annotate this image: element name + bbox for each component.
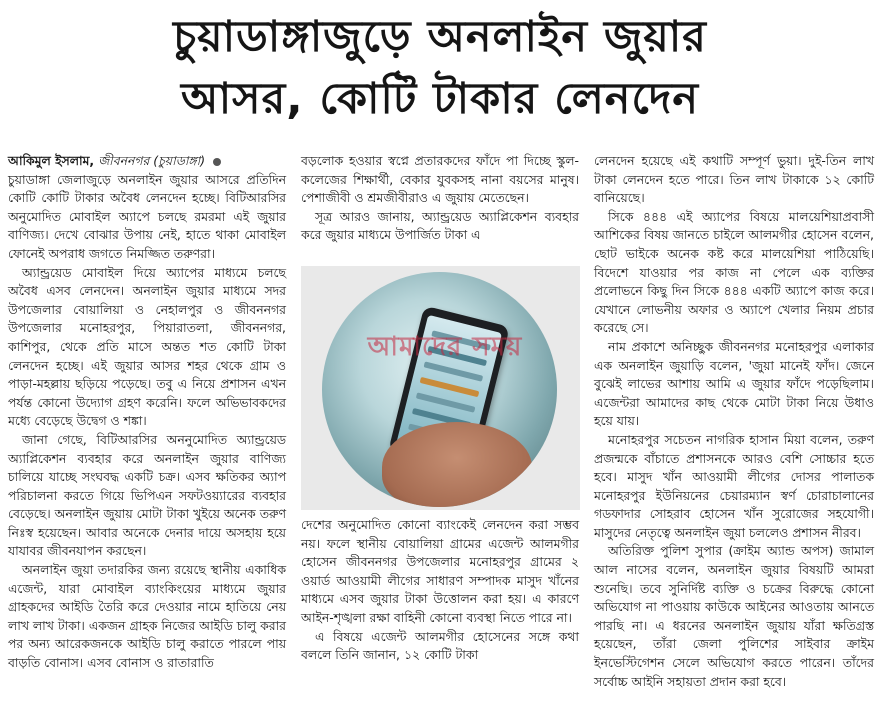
headline [0,6,880,130]
article-column-2-bottom [301,516,579,665]
article-column-1 [8,152,286,673]
col1-paragraph-3: জানা গেছে, বিটিআরসির অননুমোদিত অ্যান্ড্রয়েড অ্যাপ্লিকেশন ব্যবহার করে অনলাইন জুয়ার বাণিজ্য চালিয়ে যাচ্ছে সংঘবদ্ধ একটি চক্র। এসব ক্ষতিকর অ্যাপ পরিচালনা করতে গিয়ে ভিপিএন সফটওয়্যারের ব্যবহার বেড়েছে। অনলাইন জুয়ায় মোটা টাকা খুইয়ে অনেক তরুণ নিঃস্ব হয়েছেন। আবার অনেকে দেনার দায়ে অসহায় হয়ে যাযাবর জীবনযাপন করছেন। [8,431,286,559]
col3-paragraph-5: অতিরিক্ত পুলিশ সুপার (ক্রাইম অ্যান্ড অপস) জামাল আল নাসের বলেন, অনলাইন জুয়ার বিষয়টি আমরা শুনেছি। তবে সুনির্দিষ্ট ব্যক্তি ও চক্রের বিরুদ্ধে কোনো অভিযোগ না পাওয়ায় কাউকে আইনের আওতায় আনতে পারছি না। এ ধরনের অনলাইন জুয়ায় যাঁরা ক্ষতিগ্রস্ত হয়েছেন, তাঁরা জেলা পুলিশের সাইবার ক্রাইম ইনভেস্টিগেশন সেলে অভিযোগ করতে পারেন। তাঁদের সর্বোচ্চ আইনি সহায়তা প্রদান করা হবে। [594,543,874,689]
col3-paragraph-3: নাম প্রকাশে অনিচ্ছুক জীবননগর মনোহরপুর এলাকার এক অনলাইন জুয়াড়ি বলেন, 'জুয়া মানেই ফাঁদ। জেনে বুঝেই লাভের আশায় আমি এ জুয়ার ফাঁদে পড়েছিলাম। এজেন্টরা আমাদের কাছ থেকে মোটা টাকা নিয়ে উধাও হয়ে যায়। [594,338,874,429]
hand-image [382,422,532,507]
col2-paragraph-4: এ বিষয়ে এজেন্ট আলমগীর হোসেনের সঙ্গে কথা বললে তিনি জানান, ১২ কোটি টাকা [301,628,579,663]
photo-circle-frame [322,272,557,507]
byline-place: জীবননগর (চুয়াডাঙ্গা) [98,153,206,168]
col3-paragraph-1: লেনদেন হয়েছে এই কথাটি সম্পূর্ণ ভুয়া। দুই-তিন লাখ টাকা লেনদেন হতে পারে। তিন লাখ টাকাকে ১২ কোটি বানিয়েছে। [594,153,874,206]
col2-paragraph-1: বড়লোক হওয়ার স্বপ্নে প্রতারকদের ফাঁদে পা দিচ্ছে স্কুল-কলেজের শিক্ষার্থী, বেকার যুবকসহ নানা বয়সের মানুষ। পেশাজীবী ও শ্রমজীবীরাও এ জুয়ায় মেতেছেন। [301,153,579,206]
headline-line-1: চুয়াডাঙ্গাজুড়ে অনলাইন জুয়ার [173,12,707,62]
headline-line-2: আসর, কোটি টাকার লেনদেন [181,74,699,124]
article-photo [301,266,580,510]
col1-paragraph-2: অ্যান্ড্রয়েড মোবাইল দিয়ে অ্যাপের মাধ্যমে চলছে অবৈধ এসব লেনদেন। অনলাইন জুয়ার মাধ্যমে সদর উপজেলার বোয়ালিয়া ও নেহালপুর ও জীবননগর উপজেলার মনোহরপুর, পিয়ারাতলা, জীবননগর, কাশিপুর, থেকে প্রতি মাসে অন্তত শত কোটি টাকা লেনদেন হচ্ছে। এই জুয়ার আসর শহর থেকে গ্রাম ও পাড়া-মহল্লায় ছড়িয়ে পড়েছে। তবু এ নিয়ে প্রশাসন এখন পর্যন্ত কোনো উদ্যোগ গ্রহণ করেনি। ফলে অভিভাবকদের মধ্যে বেড়েছে উদ্বেগ ও শঙ্কা। [8,264,286,429]
col3-paragraph-4: মনোহরপুর সচেতন নাগরিক হাসান মিয়া বলেন, তরুণ প্রজন্মকে বাঁচাতে প্রশাসনকে আরও বেশি সোচ্চার হতে হবে। মাসুদ খাঁন আওয়ামী লীগের দোসর পালাতক মনোহরপুর ইউনিয়নের চেয়ারম্যান স্বর্ণ চোরাচালানের গডফাদার সোহরাব হোসেন খাঁন সুরোজের সহযোগী। মাসুদের নেতৃত্বে অনলাইন জুয়া চললেও প্রশাসন নীরব। [594,431,874,540]
article-column-2-top [301,152,579,245]
article-column-3 [594,152,874,691]
bullet-icon [213,158,221,166]
newspaper-watermark: আমাদের সময় [367,332,523,362]
byline [8,152,286,171]
col2-paragraph-3: দেশের অনুমোদিত কোনো ব্যাংকেই লেনদেন করা সম্ভব নয়। ফলে স্থানীয় বোয়ালিয়া গ্রামের এজেন্ট আলমগীর হোসেন জীবননগর উপজেলার মনোহরপুর গ্রামের ২ ওয়ার্ড আওয়ামী লীগের সাধারণ সম্পাদক মাসুদ খাঁনের মাধ্যমে এসব জুয়ার টাকা উত্তোলন করা হয়। এ কারণে আইন-শৃঙ্খলা রক্ষা বাহিনী কোনো ব্যবস্থা নিতে পারে না। [301,517,579,625]
col1-paragraph-1: চুয়াডাঙ্গা জেলাজুড়ে অনলাইন জুয়ার আসরে প্রতিদিন কোটি কোটি টাকার অবৈধ লেনদেন হচ্ছে। বিটিআরসির অনুমোদিত মোবাইল অ্যাপে চলছে রমরমা এই জুয়ার বাণিজ্য। দেখে বোঝার উপায় নেই, হাতে থাকা মোবাইল ফোনেই অপরাধ জগতে নিমজ্জিত তরুণরা। [8,171,286,261]
col3-paragraph-2: সিকে ৪৪৪ এই অ্যাপের বিষয়ে মালয়েশিয়াপ্রবাসী আশিকের বিষয় জানতে চাইলে আলমগীর হোসেন বলেন, ছোট ভাইকে অনেক কষ্ট করে মালয়েশিয়া পাঠিয়েছি। বিদেশে যাওয়ার পর কাজ না পেলে এক ব্যক্তির প্রলোভনে কিছু দিন সিকে ৪৪৪ একটি অ্যাপে কাজ করে। যেখানে লোভনীয় অফার ও অ্যাপে খেলার নিয়ম প্রচার করেছে সে। [594,208,874,336]
byline-author: আকিমুল ইসলাম, [8,153,95,168]
col1-paragraph-4: অনলাইন জুয়া তদারকির জন্য রয়েছে স্থানীয় একাধিক এজেন্ট, যারা মোবাইল ব্যাংকিংয়ের মাধ্যমে জুয়ার গ্রাহকদের আইডি তৈরি করে দেওয়ার নামে হাতিয়ে নেয় লাখ লাখ টাকা। একজন গ্রাহক নিজের আইডি চালু করার পর অন্য আরেকজনকে আইডি চালু করাতে পারলে পায় বাড়তি বোনাস। এসব বোনাস ও রাতারাতি [8,562,286,671]
col2-paragraph-2: সূত্র আরও জানায়, অ্যান্ড্রয়েড অ্যাপ্লিকেশন ব্যবহার করে জুয়ার মাধ্যমে উপার্জিত টাকা এ [301,208,579,243]
